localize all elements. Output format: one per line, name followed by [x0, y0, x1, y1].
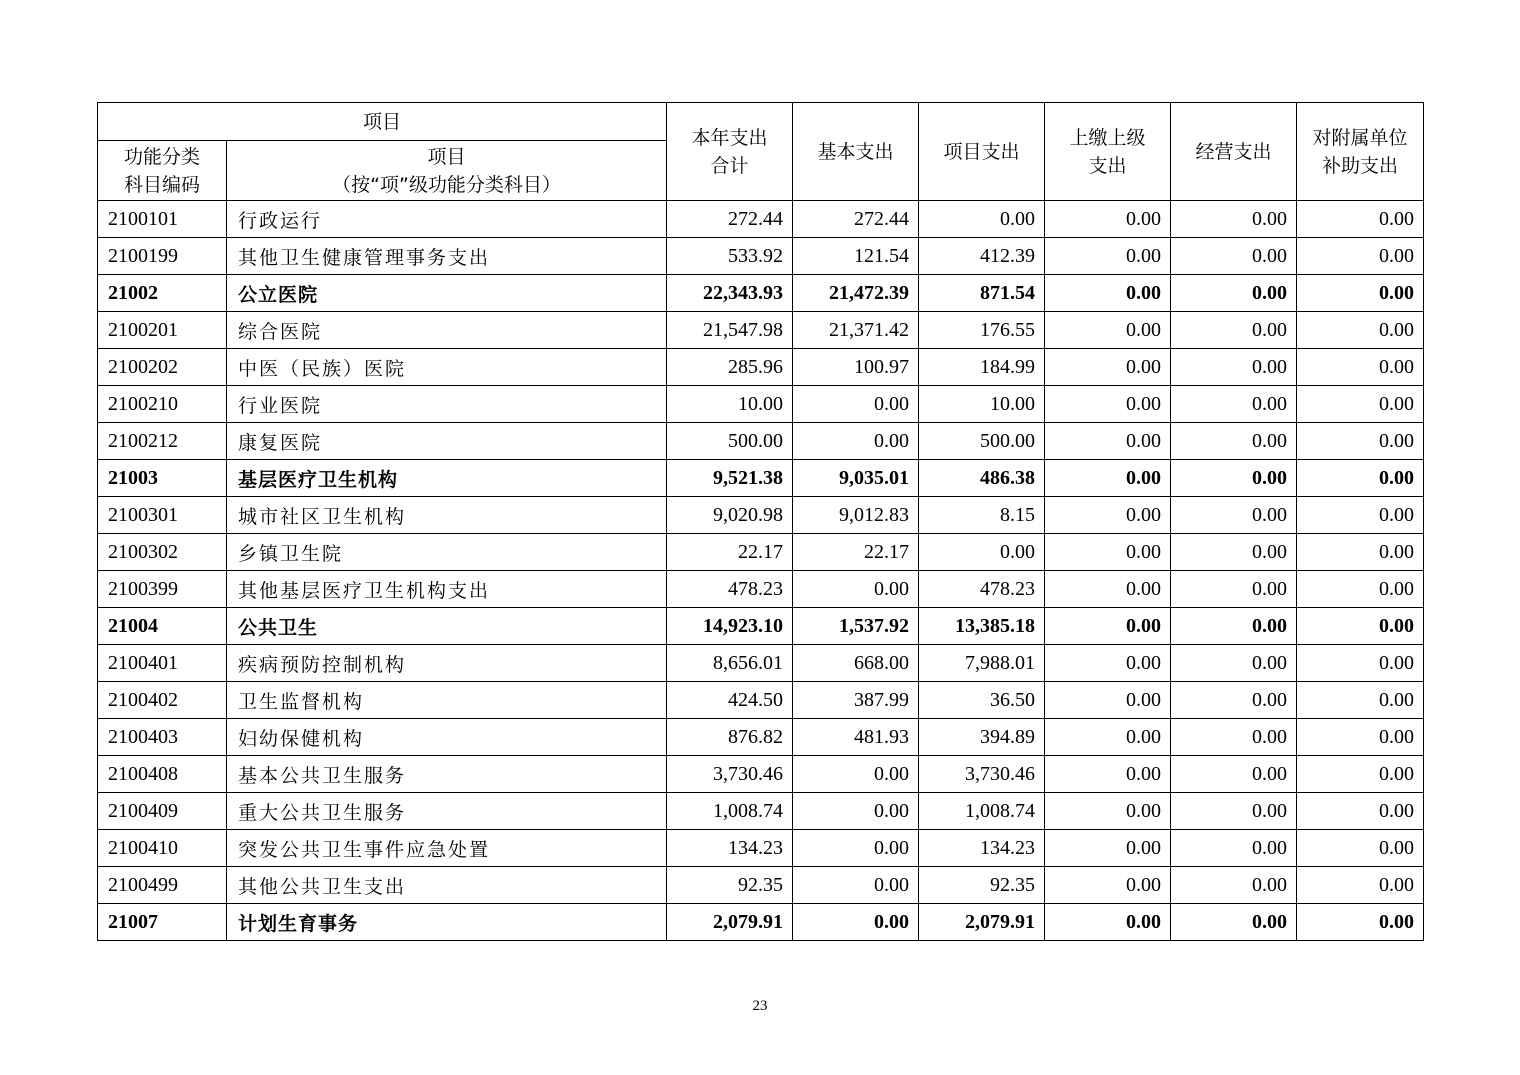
cell-name: 基层医疗卫生机构 [227, 460, 667, 497]
cell-basic: 9,035.01 [793, 460, 919, 497]
table-row [98, 793, 1424, 830]
table-row [98, 238, 1424, 275]
table-row [98, 756, 1424, 793]
cell-basic: 0.00 [793, 386, 919, 423]
cell-basic: 21,472.39 [793, 275, 919, 312]
cell-basic: 0.00 [793, 793, 919, 830]
cell-operating: 0.00 [1171, 645, 1297, 682]
cell-operating: 0.00 [1171, 423, 1297, 460]
cell-total: 22,343.93 [667, 275, 793, 312]
cell-name: 其他基层医疗卫生机构支出 [227, 571, 667, 608]
cell-remit: 0.00 [1045, 497, 1171, 534]
cell-remit: 0.00 [1045, 867, 1171, 904]
cell-remit: 0.00 [1045, 793, 1171, 830]
cell-total: 10.00 [667, 386, 793, 423]
cell-project: 0.00 [919, 201, 1045, 238]
table-row [98, 349, 1424, 386]
cell-basic: 387.99 [793, 682, 919, 719]
table-row [98, 867, 1424, 904]
table-row [98, 571, 1424, 608]
cell-operating: 0.00 [1171, 460, 1297, 497]
table-row [98, 460, 1424, 497]
cell-subsidy: 0.00 [1297, 275, 1424, 312]
table-row [98, 534, 1424, 571]
cell-code: 2100402 [98, 682, 227, 719]
cell-name: 妇幼保健机构 [227, 719, 667, 756]
header-operating: 经营支出 [1171, 103, 1297, 201]
cell-basic: 21,371.42 [793, 312, 919, 349]
cell-name: 突发公共卫生事件应急处置 [227, 830, 667, 867]
table-body [98, 201, 1424, 941]
header-remit-line2: 支出 [1088, 154, 1127, 177]
cell-project: 176.55 [919, 312, 1045, 349]
cell-operating: 0.00 [1171, 867, 1297, 904]
cell-subsidy: 0.00 [1297, 497, 1424, 534]
cell-basic: 0.00 [793, 830, 919, 867]
cell-operating: 0.00 [1171, 904, 1297, 941]
cell-code: 2100202 [98, 349, 227, 386]
header-name [227, 141, 667, 201]
cell-subsidy: 0.00 [1297, 904, 1424, 941]
cell-project: 500.00 [919, 423, 1045, 460]
table-row [98, 608, 1424, 645]
cell-basic: 0.00 [793, 571, 919, 608]
header-subsidy-line1: 对附属单位 [1312, 126, 1408, 149]
header-subsidy [1297, 103, 1424, 201]
table-row [98, 275, 1424, 312]
cell-total: 478.23 [667, 571, 793, 608]
cell-total: 285.96 [667, 349, 793, 386]
cell-operating: 0.00 [1171, 534, 1297, 571]
cell-total: 272.44 [667, 201, 793, 238]
cell-project: 2,079.91 [919, 904, 1045, 941]
cell-operating: 0.00 [1171, 275, 1297, 312]
cell-total: 533.92 [667, 238, 793, 275]
header-total-line2: 合计 [710, 154, 749, 177]
header-total-line1: 本年支出 [691, 126, 768, 149]
cell-total: 876.82 [667, 719, 793, 756]
cell-code: 2100302 [98, 534, 227, 571]
header-name-line1: 项目 [427, 145, 466, 168]
cell-total: 8,656.01 [667, 645, 793, 682]
cell-project: 478.23 [919, 571, 1045, 608]
table-row [98, 201, 1424, 238]
cell-subsidy: 0.00 [1297, 682, 1424, 719]
cell-project: 7,988.01 [919, 645, 1045, 682]
table-row [98, 423, 1424, 460]
cell-total: 92.35 [667, 867, 793, 904]
cell-code: 2100409 [98, 793, 227, 830]
table-row [98, 904, 1424, 941]
table-row [98, 386, 1424, 423]
cell-name: 计划生育事务 [227, 904, 667, 941]
cell-total: 14,923.10 [667, 608, 793, 645]
cell-remit: 0.00 [1045, 904, 1171, 941]
cell-project: 1,008.74 [919, 793, 1045, 830]
cell-project: 871.54 [919, 275, 1045, 312]
cell-operating: 0.00 [1171, 497, 1297, 534]
header-total [667, 103, 793, 201]
cell-subsidy: 0.00 [1297, 349, 1424, 386]
cell-code: 21002 [98, 275, 227, 312]
cell-project: 184.99 [919, 349, 1045, 386]
cell-total: 134.23 [667, 830, 793, 867]
cell-total: 22.17 [667, 534, 793, 571]
cell-total: 2,079.91 [667, 904, 793, 941]
cell-operating: 0.00 [1171, 756, 1297, 793]
cell-project: 8.15 [919, 497, 1045, 534]
cell-subsidy: 0.00 [1297, 867, 1424, 904]
header-name-line2: （按“项”级功能分类科目） [332, 173, 561, 196]
cell-code: 2100401 [98, 645, 227, 682]
cell-subsidy: 0.00 [1297, 238, 1424, 275]
cell-basic: 1,537.92 [793, 608, 919, 645]
cell-basic: 272.44 [793, 201, 919, 238]
table-row [98, 682, 1424, 719]
cell-project: 394.89 [919, 719, 1045, 756]
cell-subsidy: 0.00 [1297, 608, 1424, 645]
cell-total: 3,730.46 [667, 756, 793, 793]
cell-remit: 0.00 [1045, 460, 1171, 497]
cell-total: 9,521.38 [667, 460, 793, 497]
cell-basic: 0.00 [793, 756, 919, 793]
cell-name: 中医（民族）医院 [227, 349, 667, 386]
cell-basic: 668.00 [793, 645, 919, 682]
cell-name: 康复医院 [227, 423, 667, 460]
header-row-top [98, 103, 1424, 141]
cell-total: 9,020.98 [667, 497, 793, 534]
cell-project: 92.35 [919, 867, 1045, 904]
cell-remit: 0.00 [1045, 386, 1171, 423]
cell-project: 10.00 [919, 386, 1045, 423]
cell-total: 21,547.98 [667, 312, 793, 349]
cell-operating: 0.00 [1171, 571, 1297, 608]
cell-subsidy: 0.00 [1297, 571, 1424, 608]
cell-name: 行业医院 [227, 386, 667, 423]
cell-remit: 0.00 [1045, 201, 1171, 238]
cell-subsidy: 0.00 [1297, 201, 1424, 238]
cell-remit: 0.00 [1045, 719, 1171, 756]
cell-project: 3,730.46 [919, 756, 1045, 793]
cell-operating: 0.00 [1171, 682, 1297, 719]
cell-code: 2100201 [98, 312, 227, 349]
cell-code: 2100399 [98, 571, 227, 608]
cell-remit: 0.00 [1045, 682, 1171, 719]
cell-name: 综合医院 [227, 312, 667, 349]
cell-basic: 0.00 [793, 904, 919, 941]
cell-project: 13,385.18 [919, 608, 1045, 645]
header-remit-line1: 上缴上级 [1069, 126, 1146, 149]
cell-subsidy: 0.00 [1297, 793, 1424, 830]
cell-name: 疾病预防控制机构 [227, 645, 667, 682]
cell-name: 基本公共卫生服务 [227, 756, 667, 793]
cell-remit: 0.00 [1045, 312, 1171, 349]
header-code [98, 141, 227, 201]
header-code-line2: 科目编码 [123, 173, 200, 196]
cell-name: 其他公共卫生支出 [227, 867, 667, 904]
cell-subsidy: 0.00 [1297, 830, 1424, 867]
table-header [98, 103, 1424, 201]
cell-name: 重大公共卫生服务 [227, 793, 667, 830]
header-code-line1: 功能分类 [123, 145, 200, 168]
header-basic: 基本支出 [793, 103, 919, 201]
cell-remit: 0.00 [1045, 645, 1171, 682]
cell-operating: 0.00 [1171, 830, 1297, 867]
cell-remit: 0.00 [1045, 830, 1171, 867]
header-remit [1045, 103, 1171, 201]
header-project: 项目支出 [919, 103, 1045, 201]
cell-code: 2100499 [98, 867, 227, 904]
cell-operating: 0.00 [1171, 238, 1297, 275]
table-row [98, 645, 1424, 682]
header-item-group: 项目 [98, 103, 667, 141]
cell-subsidy: 0.00 [1297, 312, 1424, 349]
cell-operating: 0.00 [1171, 201, 1297, 238]
cell-code: 2100410 [98, 830, 227, 867]
cell-remit: 0.00 [1045, 423, 1171, 460]
cell-subsidy: 0.00 [1297, 719, 1424, 756]
cell-project: 486.38 [919, 460, 1045, 497]
cell-code: 2100403 [98, 719, 227, 756]
cell-project: 0.00 [919, 534, 1045, 571]
cell-remit: 0.00 [1045, 275, 1171, 312]
cell-total: 500.00 [667, 423, 793, 460]
cell-subsidy: 0.00 [1297, 460, 1424, 497]
cell-remit: 0.00 [1045, 756, 1171, 793]
cell-name: 公共卫生 [227, 608, 667, 645]
cell-code: 21004 [98, 608, 227, 645]
cell-name: 行政运行 [227, 201, 667, 238]
cell-name: 乡镇卫生院 [227, 534, 667, 571]
table-row [98, 497, 1424, 534]
cell-code: 2100408 [98, 756, 227, 793]
cell-name: 公立医院 [227, 275, 667, 312]
page-number: 23 [752, 998, 768, 1014]
expenditure-table [97, 102, 1424, 941]
cell-code: 21007 [98, 904, 227, 941]
cell-name: 城市社区卫生机构 [227, 497, 667, 534]
cell-code: 21003 [98, 460, 227, 497]
cell-basic: 481.93 [793, 719, 919, 756]
cell-name: 卫生监督机构 [227, 682, 667, 719]
cell-subsidy: 0.00 [1297, 645, 1424, 682]
cell-remit: 0.00 [1045, 534, 1171, 571]
cell-code: 2100212 [98, 423, 227, 460]
cell-project: 36.50 [919, 682, 1045, 719]
cell-remit: 0.00 [1045, 349, 1171, 386]
cell-basic: 121.54 [793, 238, 919, 275]
table-row [98, 719, 1424, 756]
cell-operating: 0.00 [1171, 312, 1297, 349]
cell-operating: 0.00 [1171, 386, 1297, 423]
cell-basic: 22.17 [793, 534, 919, 571]
cell-operating: 0.00 [1171, 608, 1297, 645]
cell-total: 424.50 [667, 682, 793, 719]
cell-code: 2100199 [98, 238, 227, 275]
cell-operating: 0.00 [1171, 793, 1297, 830]
cell-operating: 0.00 [1171, 349, 1297, 386]
cell-remit: 0.00 [1045, 238, 1171, 275]
cell-code: 2100210 [98, 386, 227, 423]
cell-basic: 100.97 [793, 349, 919, 386]
table-row [98, 830, 1424, 867]
cell-remit: 0.00 [1045, 608, 1171, 645]
cell-project: 134.23 [919, 830, 1045, 867]
cell-subsidy: 0.00 [1297, 386, 1424, 423]
cell-basic: 9,012.83 [793, 497, 919, 534]
cell-code: 2100301 [98, 497, 227, 534]
budget-table-container [97, 102, 1423, 941]
cell-total: 1,008.74 [667, 793, 793, 830]
cell-basic: 0.00 [793, 867, 919, 904]
header-subsidy-line2: 补助支出 [1322, 154, 1399, 177]
cell-code: 2100101 [98, 201, 227, 238]
cell-subsidy: 0.00 [1297, 756, 1424, 793]
cell-operating: 0.00 [1171, 719, 1297, 756]
cell-remit: 0.00 [1045, 571, 1171, 608]
cell-basic: 0.00 [793, 423, 919, 460]
table-row [98, 312, 1424, 349]
cell-name: 其他卫生健康管理事务支出 [227, 238, 667, 275]
cell-subsidy: 0.00 [1297, 534, 1424, 571]
cell-subsidy: 0.00 [1297, 423, 1424, 460]
cell-project: 412.39 [919, 238, 1045, 275]
